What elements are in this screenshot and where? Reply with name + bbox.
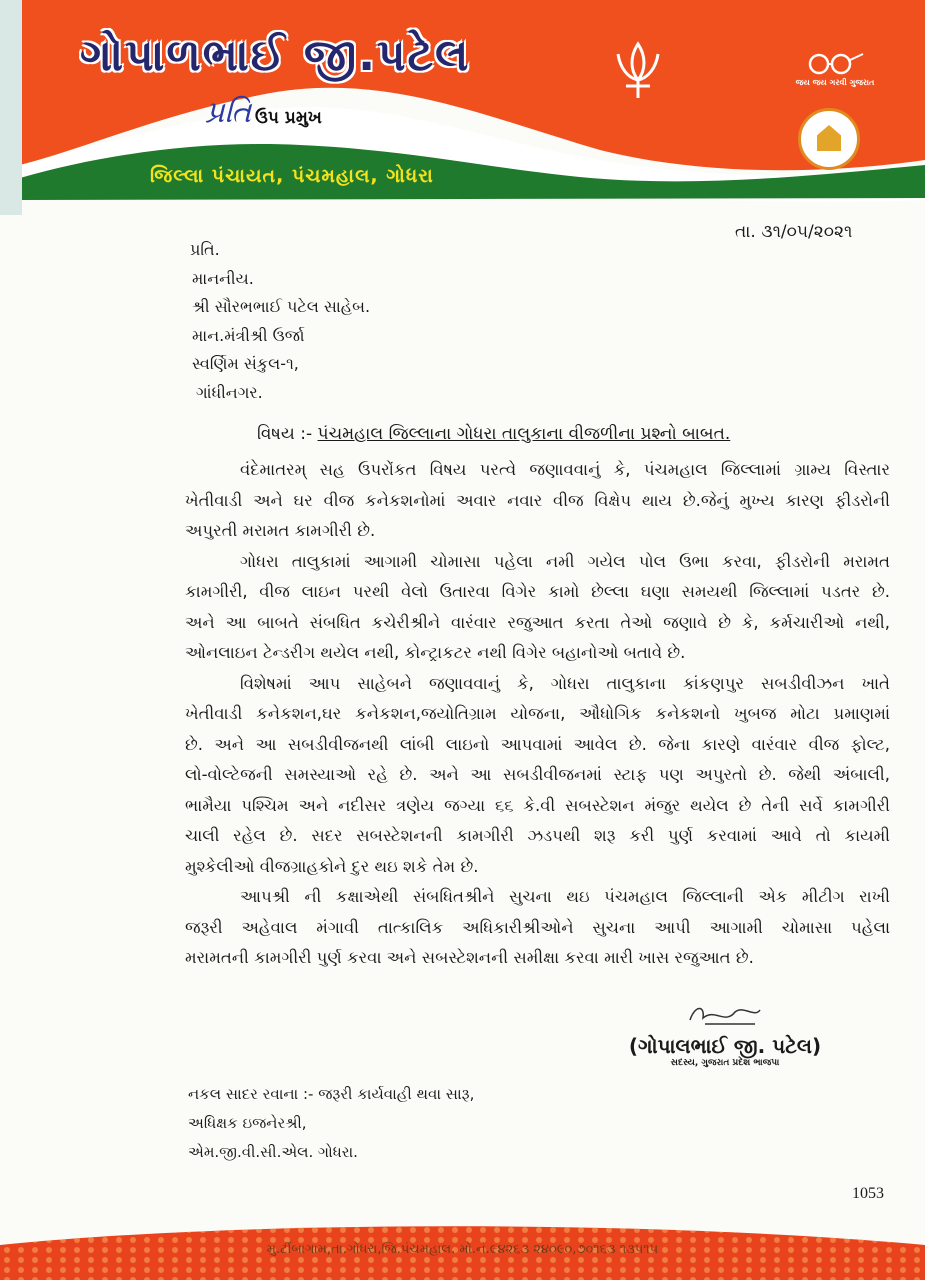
body-line: છે. અને આ સબડીવીજનથી લાંબી લાઇનો આપવામાં આવેલ છે. જેના કારણે વારંવાર વીજ ફોલ્ટ, xyxy=(185,734,890,754)
body-line: ખેતીવાડી કનેકશન,ઘર કનેકશન,જયોતિગ્રામ યોજના, ઔધોગિક કનેકશનો ખુબજ મોટા પ્રમાણમાં xyxy=(185,704,890,723)
body-line: મરામતની કામગીરી પુર્ણ કરવા અને સબસ્ટેશનની સમીક્ષા કરવા મારી ખાસ રજુઆત છે. xyxy=(185,948,754,967)
letterhead-office: જિલ્લા પંચાયત, પંચમહાલ, ગોધરા xyxy=(150,165,434,187)
copy-to-block xyxy=(188,1080,474,1167)
paragraph xyxy=(185,882,890,974)
body-line: આપશ્રી ની કક્ષાએથી સંબધિતશ્રીને સુચના થઇ પંચમહાલ જિલ્લાની એક મીટીગ રાખી xyxy=(240,887,890,906)
subject-text: પંચમહાલ જિલ્લાના ગોધરા તાલુકાના વીજળીના પ્રશ્નો બાબત. xyxy=(317,424,731,444)
initials-signature: પ્રતિ xyxy=(205,95,252,130)
subject-label: વિષય :- xyxy=(257,424,318,444)
recipient-line: સ્વર્ણિમ સંકુલ-૧, xyxy=(192,354,299,373)
footer-address: મુ.ટીંબાગામ,તા.ગોધરા,જિ.પંચમહાલ. મો.નં.૯૪૨૬૩ ૨૪૦૯૦,૭૦૧૬૩ ૧૩૫૧૫ xyxy=(266,1242,659,1257)
body-line: અને આ બાબતે સંબધિત કચેરીશ્રીને વારંવાર રજુઆત કરતા તેઓ જણાવે છે કે, કર્મચારીઓ નથી, xyxy=(185,612,890,632)
body-line: જરૂરી અહેવાલ મંગાવી તાત્કાલિક અધિકારીશ્રીઓને સુચના આપી આગામી ચોમાસા પહેલા xyxy=(185,917,890,937)
paragraph xyxy=(185,669,890,883)
district-panchayat-seal-icon xyxy=(798,108,860,170)
body-line: ભામૈયા પશ્ચિમ અને નદીસર ત્રણેય જગ્યા ૬૬ કે.વી સબસ્ટેશન મંજુર થયેલ છે તેની સર્વે કામગીરી xyxy=(185,795,890,815)
body-line: લો-વોલ્ટેજની સમસ્યાઓ રહે છે. અને આ સબડીવીજનમાં સ્ટાફ પણ અપુરતો છે. જેથી અંબાલી, xyxy=(185,765,890,784)
handwritten-signature-icon xyxy=(685,1000,765,1030)
signatory-designation: સદસ્ય, ગુજરાત પ્રદેશ ભાજપા xyxy=(670,1058,780,1068)
paragraph xyxy=(185,547,890,669)
body-line: ઓનલાઇન ટેન્ડરીગ થયેલ નથી, કોન્ટ્રાકટર નથી વિગેર બહાનોઓ બતાવે છે. xyxy=(185,643,686,662)
signature-block xyxy=(605,1000,845,1068)
recipient-line: માન.મંત્રીશ્રી ઉર્જા xyxy=(192,325,305,345)
recipient-line: ગાંધીનગર. xyxy=(196,382,263,402)
spectacles-icon xyxy=(805,50,865,76)
swachh-slogan: જય જય ગરવી ગુજરાત xyxy=(795,78,875,87)
recipient-line: માનનીય. xyxy=(192,268,254,288)
letterhead-designation: ઉપ પ્રમુખ xyxy=(255,108,322,128)
body-line: કામગીરી, વીજ લાઇન પરથી વેલો ઉતારવા વિગેર કામો છેલ્લા ઘણા સમયથી જિલ્લામાં પડતર છે. xyxy=(185,582,890,601)
subject-line xyxy=(257,424,730,444)
copy-to-line: એમ.જી.વી.સી.એલ. ગોધરા. xyxy=(188,1143,358,1161)
letter-body xyxy=(185,455,890,974)
letterhead-name: ગોપાળભાઈ જી.પટેલ xyxy=(80,30,471,81)
body-line: અપુરતી મરામત કામગીરી છે. xyxy=(185,521,376,540)
body-line: વંદેમાતરમ્ સહ ઉપરોંકત વિષય પરત્વે જણાવવાનું કે, પંચમહાલ જિલ્લામાં ગ્રામ્ય વિસ્તાર xyxy=(240,460,890,479)
recipient-line: શ્રી સૌરભભાઈ પટેલ સાહેબ. xyxy=(192,297,371,316)
body-line: ગોધરા તાલુકામાં આગામી ચોમાસા પહેલા નમી ગયેલ પોલ ઉભા કરવા, ફીડરોની મરામત xyxy=(240,551,890,571)
recipient-line: પ્રતિ. xyxy=(190,240,220,259)
recipient-address xyxy=(190,236,370,407)
body-line: ચાલી રહેલ છે. સદર સબસ્ટેશનની કામગીરી ઝડપથી શરૂ કરી પુર્ણ કરવામાં આવે તો કાયમી xyxy=(185,826,890,845)
letter-date: તા. ૩૧/૦૫/૨૦૨૧ xyxy=(735,222,853,242)
page-number: 1053 xyxy=(852,1185,884,1202)
bjp-lotus-icon xyxy=(610,40,666,102)
body-line: વિશેષમાં આપ સાહેબને જણાવવાનું કે, ગોધરા તાલુકાના કાંકણપુર સબડીવીઝન ખાતે xyxy=(240,673,890,693)
body-line: મુશ્કેલીઓ વીજગ્રાહકોને દુર થઇ શકે તેમ છે. xyxy=(185,856,479,876)
body-line: ખેતીવાડી અને ઘર વીજ કનેકશનોમાં અવાર નવાર વીજ વિક્ષેપ થાય છે.જેનું મુખ્ય કારણ ફીડરોની xyxy=(185,490,890,510)
letterhead xyxy=(0,0,925,215)
paragraph xyxy=(185,455,890,547)
copy-to-line: નકલ સાદર રવાના :- જરૂરી કાર્યવાહી થવા સારૂ, xyxy=(188,1085,475,1103)
swachh-bharat-logo xyxy=(790,50,880,100)
signatory-name: (ગોપાલભાઈ જી. પટેલ) xyxy=(628,1034,822,1058)
copy-to-line: અધિક્ષક ઇજનેરશ્રી, xyxy=(188,1114,307,1132)
